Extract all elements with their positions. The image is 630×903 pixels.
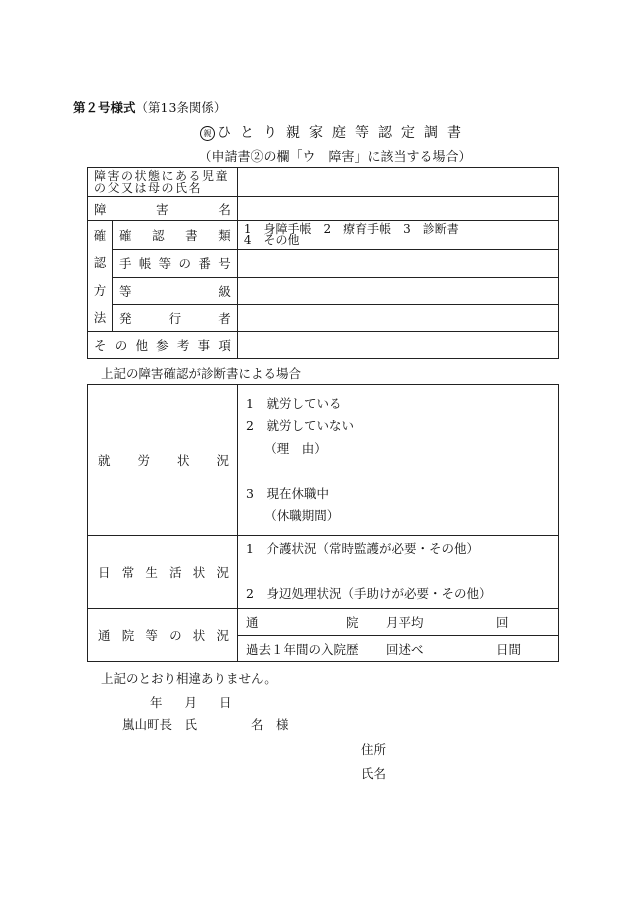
addressee: 嵐山町長 氏 名 様 — [122, 717, 289, 732]
disability-info-table — [87, 167, 559, 359]
issuer-field[interactable] — [237, 304, 558, 331]
table-row — [88, 277, 559, 304]
diagnosis-note: 上記の障害確認が診断書による場合 — [101, 366, 302, 381]
method-label: 確 認 方 法 — [88, 221, 113, 332]
disability-name-label: 障 害 名 — [88, 197, 238, 221]
hospital-visit-field[interactable]: 通 院 月平均 回 過去１年間の入院歴 回述べ 日間 — [238, 609, 559, 662]
table-row — [88, 168, 559, 197]
parent-name-field[interactable] — [237, 168, 558, 197]
page-subtitle: （申請書②の欄「ウ 障害」に該当する場合） — [198, 150, 472, 165]
seal-icon: 親 — [200, 126, 215, 141]
date-line[interactable]: 年 月 日 — [150, 695, 232, 710]
table-row — [88, 536, 559, 609]
document-type-options: 1 身障手帳 2 療育手帳 3 診断書 4 その他 — [237, 221, 558, 250]
form-number: 第２号様式（第13条関係） — [73, 100, 227, 115]
grade-field[interactable] — [237, 277, 558, 304]
daily-life-field[interactable]: 1 介護状況（常時監護が必要・その他） 2 身辺処理状況（手助けが必要・その他） — [238, 536, 559, 609]
table-row — [88, 250, 559, 277]
handbook-number-field[interactable] — [237, 250, 558, 277]
table-row — [88, 221, 559, 250]
employment-status-field[interactable]: 1 就労している 2 就労していない （理 由） 3 現在休職中 （休職期間） — [238, 385, 559, 536]
table-row — [88, 304, 559, 331]
grade-label: 等 級 — [112, 277, 237, 304]
other-notes-label: そ の 他 参 考 事 項 — [88, 332, 238, 359]
daily-life-label: 日 常 生 活 状 況 — [88, 536, 238, 609]
table-row — [88, 197, 559, 221]
table-row — [88, 609, 559, 662]
disability-name-field[interactable] — [237, 197, 558, 221]
hospital-visit-label: 通 院 等 の 状 況 — [88, 609, 238, 662]
table-row — [88, 332, 559, 359]
diagnosis-table — [87, 384, 559, 662]
other-notes-field[interactable] — [237, 332, 558, 359]
page-title: 親 ひとり親家庭等認定調書 — [0, 122, 630, 142]
declaration-text: 上記のとおり相違ありません。 — [101, 671, 277, 686]
table-row — [88, 385, 559, 536]
handbook-number-label: 手 帳 等 の 番 号 — [112, 250, 237, 277]
issuer-label: 発 行 者 — [112, 304, 237, 331]
name-label: 氏名 — [361, 766, 387, 781]
document-type-label: 確 認 書 類 — [112, 221, 237, 250]
employment-label: 就 労 状 況 — [88, 385, 238, 536]
address-label: 住所 — [361, 742, 387, 757]
parent-name-label: 障害の状態にある児童の父又は母の氏名 — [88, 168, 238, 197]
